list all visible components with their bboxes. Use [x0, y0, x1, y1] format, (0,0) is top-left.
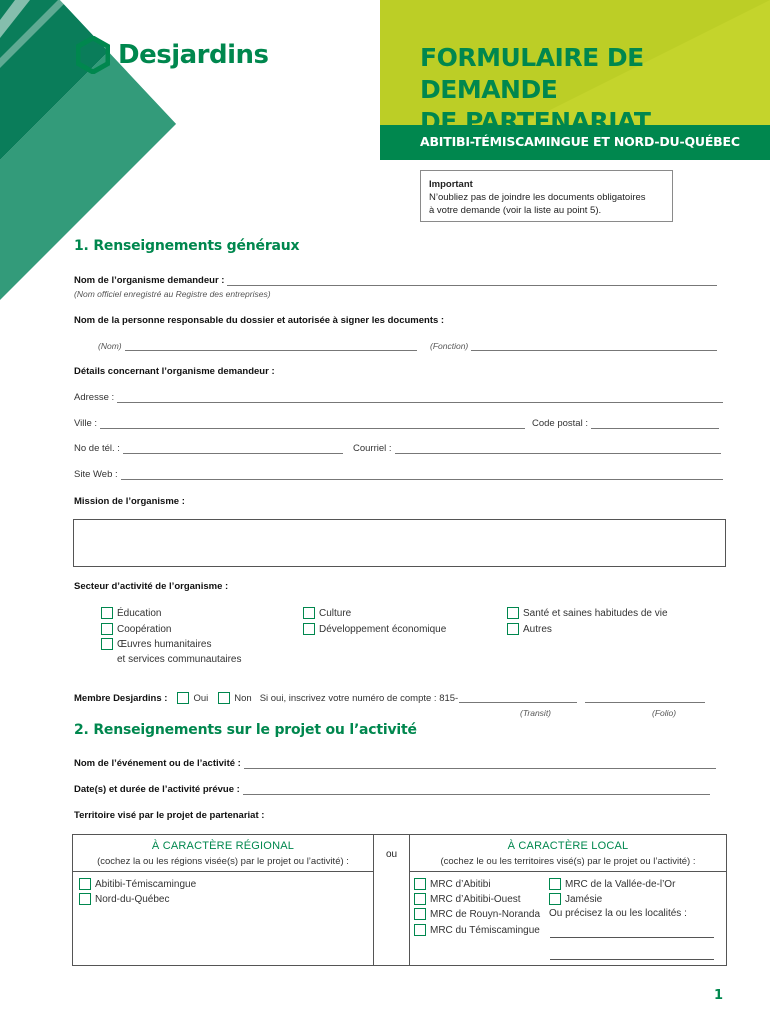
- dates-row: [74, 784, 710, 795]
- nom-hint: (Nom): [98, 341, 122, 351]
- mrc-item: [414, 892, 521, 907]
- transit-hint: (Transit): [520, 708, 552, 718]
- folio-hint: (Folio): [652, 708, 677, 718]
- transit-field[interactable]: [459, 693, 577, 703]
- important-line2: à votre demande (voir la liste au point 5).: [429, 205, 602, 216]
- org-name-field[interactable]: [227, 276, 717, 286]
- nom-row: [98, 341, 417, 351]
- regional-heading: À CARACTÈRE RÉGIONAL: [151, 840, 295, 852]
- mrc-left-label-2: MRC de Rouyn-Noranda: [430, 909, 541, 920]
- membre-row: [74, 692, 705, 704]
- evenement-row: [74, 758, 716, 769]
- regional-column: [73, 835, 374, 965]
- ville-label: Ville :: [74, 418, 98, 429]
- mrc-right-label-1: Jamésie: [565, 894, 603, 905]
- section1-title: 1. Renseignements généraux: [74, 238, 300, 254]
- sante-label: Santé et saines habitudes de vie: [523, 608, 668, 619]
- fonction-row: [430, 341, 717, 351]
- regional-subheading: (cochez la ou les régions visée(s) par le projet ou l’activité) :: [97, 856, 349, 867]
- education-label: Éducation: [117, 608, 162, 619]
- localites-field-1[interactable]: [550, 937, 714, 938]
- section2-title: 2. Renseignements sur le projet ou l’activité: [74, 722, 417, 738]
- region-label: ABITIBI-TÉMISCAMINGUE ET NORD-DU-QUÉBEC: [420, 134, 740, 149]
- mrc-temiscamingue-checkbox[interactable]: [414, 924, 426, 936]
- oui-checkbox[interactable]: [177, 692, 189, 704]
- important-line1: N’oubliez pas de joindre les documents obligatoires: [429, 192, 646, 203]
- mrc-rouyn-noranda-checkbox[interactable]: [414, 908, 426, 920]
- desjardins-logo: [76, 36, 268, 74]
- developpement-checkbox[interactable]: [303, 623, 315, 635]
- secteur-education: [101, 606, 161, 621]
- ville-row: [74, 418, 525, 429]
- important-notice: [420, 170, 673, 222]
- adresse-field[interactable]: [117, 393, 723, 403]
- territoire-label: Territoire visé par le projet de partenariat :: [74, 810, 265, 821]
- abitibi-temiscamingue-checkbox[interactable]: [79, 878, 91, 890]
- mrc-item: [549, 877, 675, 892]
- local-subheading: (cochez le ou les territoires visé(s) par le projet ou l’activité) :: [440, 856, 696, 867]
- region-label-1: Nord-du-Québec: [95, 894, 170, 905]
- important-title: Important: [429, 179, 473, 190]
- site-row: [74, 469, 723, 480]
- fonction-hint: (Fonction): [430, 341, 469, 351]
- dates-field[interactable]: [243, 785, 710, 795]
- compte-label: Si oui, inscrivez votre numéro de compte : 815-: [259, 692, 459, 704]
- ville-field[interactable]: [100, 419, 525, 429]
- form-title-line1: FORMULAIRE DE DEMANDE: [420, 43, 644, 104]
- culture-checkbox[interactable]: [303, 607, 315, 619]
- folio-field[interactable]: [585, 693, 705, 703]
- local-heading: À CARACTÈRE LOCAL: [507, 840, 629, 852]
- non-label: Non: [234, 692, 252, 704]
- mrc-right-label-0: MRC de la Vallée-de-l’Or: [565, 879, 676, 890]
- local-column: [410, 835, 726, 965]
- mrc-left-label-1: MRC d’Abitibi-Ouest: [430, 894, 521, 905]
- ou-column: ou: [374, 835, 410, 965]
- tel-row: [74, 443, 343, 454]
- education-checkbox[interactable]: [101, 607, 113, 619]
- region-item: [79, 877, 196, 892]
- non-checkbox[interactable]: [218, 692, 230, 704]
- secteur-developpement: [303, 622, 446, 637]
- mrc-left-label-3: MRC du Témiscamingue: [430, 925, 540, 936]
- autres-label: Autres: [523, 624, 552, 635]
- mrc-left-label-0: MRC d’Abitibi: [430, 879, 491, 890]
- tel-field[interactable]: [123, 444, 343, 454]
- secteur-culture: [303, 606, 351, 621]
- desjardins-hexagon-icon: [76, 36, 110, 74]
- site-label: Site Web :: [74, 469, 118, 480]
- region-label-0: Abitibi-Témiscamingue: [95, 879, 197, 890]
- form-title: [420, 42, 750, 138]
- oeuvres-label-line1: Œuvres humanitaires: [117, 639, 212, 650]
- dates-label: Date(s) et durée de l’activité prévue :: [74, 784, 240, 795]
- code-postal-row: [532, 418, 719, 429]
- org-name-label: Nom de l’organisme demandeur :: [74, 275, 225, 286]
- mrc-item: [414, 923, 540, 938]
- mission-textarea[interactable]: [73, 519, 726, 567]
- oeuvres-label-line2: et services communautaires: [117, 654, 242, 665]
- culture-label: Culture: [319, 608, 352, 619]
- territoire-table: [72, 834, 727, 966]
- region-item: [79, 892, 169, 907]
- secteur-cooperation: [101, 622, 171, 637]
- courriel-label: Courriel :: [353, 443, 392, 454]
- courriel-row: [353, 443, 721, 454]
- secteur-sante: [507, 606, 668, 621]
- evenement-field[interactable]: [244, 759, 716, 769]
- secteur-label: Secteur d’activité de l’organisme :: [74, 581, 229, 592]
- oeuvres-checkbox[interactable]: [101, 638, 113, 650]
- sante-checkbox[interactable]: [507, 607, 519, 619]
- nom-field[interactable]: [125, 341, 417, 351]
- mrc-abitibi-ouest-checkbox[interactable]: [414, 893, 426, 905]
- page-number: 1: [714, 988, 724, 1003]
- mrc-item: [414, 907, 540, 922]
- details-label: Détails concernant l’organisme demandeur :: [74, 366, 275, 377]
- brand-name: Desjardins: [118, 40, 269, 70]
- nord-du-quebec-checkbox[interactable]: [79, 893, 91, 905]
- org-name-hint: (Nom officiel enregistré au Registre des entreprises): [74, 289, 271, 299]
- responsible-label: Nom de la personne responsable du dossier et autorisée à signer les documents :: [74, 315, 445, 326]
- mrc-item: [549, 892, 602, 907]
- mrc-item: [414, 877, 491, 892]
- localites-field-2[interactable]: [550, 959, 714, 960]
- secteur-autres: [507, 622, 552, 637]
- site-field[interactable]: [121, 470, 723, 480]
- jamesie-checkbox[interactable]: [549, 893, 561, 905]
- mission-label: Mission de l’organisme :: [74, 496, 185, 507]
- adresse-row: [74, 392, 723, 403]
- membre-label: Membre Desjardins :: [74, 692, 168, 704]
- cooperation-label: Coopération: [117, 624, 172, 635]
- evenement-label: Nom de l’événement ou de l’activité :: [74, 758, 241, 769]
- tel-label: No de tél. :: [74, 443, 120, 454]
- autres-checkbox[interactable]: [507, 623, 519, 635]
- developpement-label: Développement économique: [319, 624, 447, 635]
- code-postal-label: Code postal :: [532, 418, 588, 429]
- secteur-oeuvres: [101, 637, 242, 667]
- adresse-label: Adresse :: [74, 392, 115, 403]
- courriel-field[interactable]: [395, 444, 721, 454]
- fonction-field[interactable]: [471, 341, 717, 351]
- cooperation-checkbox[interactable]: [101, 623, 113, 635]
- mrc-abitibi-checkbox[interactable]: [414, 878, 426, 890]
- code-postal-field[interactable]: [591, 419, 719, 429]
- form-title-line2: DE PARTENARIAT: [420, 107, 651, 136]
- oui-label: Oui: [193, 692, 209, 704]
- org-name-row: [74, 275, 717, 286]
- mrc-vallee-de-l-or-checkbox[interactable]: [549, 878, 561, 890]
- localites-label: Ou précisez la ou les localités :: [549, 908, 687, 919]
